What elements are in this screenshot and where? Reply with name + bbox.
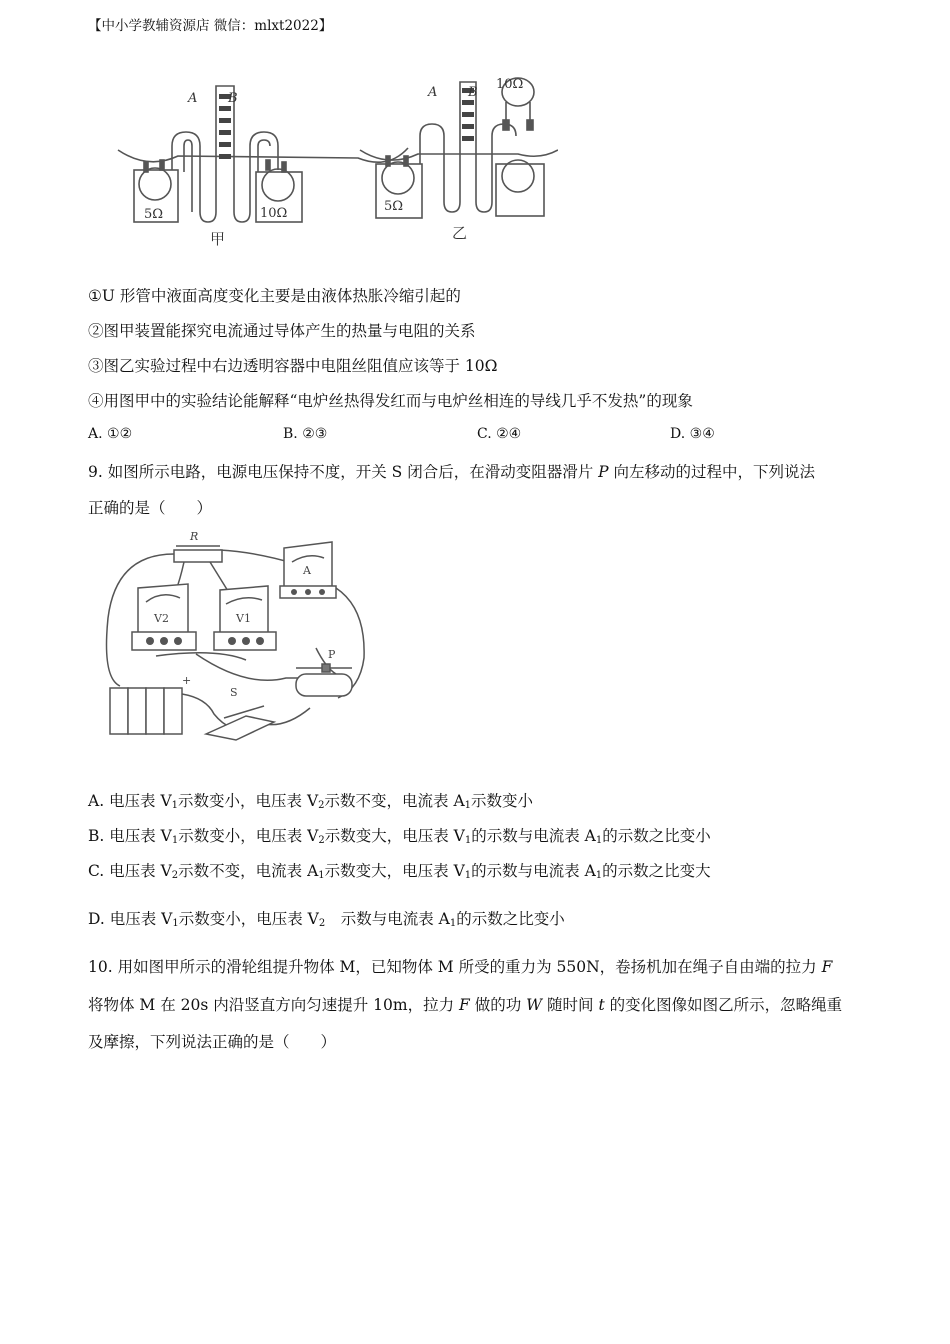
statement-1: ①U 形管中液面高度变化主要是由液体热胀冷缩引起的 bbox=[88, 287, 461, 305]
q8-option-b[interactable] bbox=[283, 426, 327, 442]
statement-4: ④用图甲中的实验结论能解释“电炉丝热得发红而与电炉丝相连的导线几乎不发热”的现象 bbox=[88, 392, 693, 410]
circuit-label-s: S bbox=[230, 686, 238, 699]
q9-circuit-figure bbox=[96, 528, 386, 746]
statement-2: ②图甲装置能探究电流通过导体产生的热量与电阻的关系 bbox=[88, 322, 476, 340]
yi-caption: 乙 bbox=[452, 224, 468, 242]
jia-label-b: B bbox=[228, 91, 238, 106]
circuit-label-v2: V2 bbox=[154, 612, 169, 625]
circuit-label-a: A bbox=[303, 564, 311, 577]
q9-option-a[interactable]: A. 电压表 $V_1$示数变小，电压表 $V_2$示数不变，电流表 $A_1$示数变小 bbox=[88, 792, 534, 811]
q8-figure bbox=[88, 72, 558, 250]
q8-option-a-text: ①② bbox=[107, 426, 133, 442]
q8-option-b-text: ②③ bbox=[302, 426, 328, 442]
q10-stem-line3: 及摩擦，下列说法正确的是（ ） bbox=[88, 1033, 337, 1051]
yi-label-a: A bbox=[428, 85, 438, 100]
circuit-label-plus: + bbox=[182, 674, 192, 687]
circuit-label-v1: V1 bbox=[236, 612, 251, 625]
yi-top-resistor-label: 10Ω bbox=[496, 77, 524, 92]
q9-option-b[interactable]: B. 电压表 $V_1$示数变小，电压表 $V_2$示数变大，电压表 $V_1$的示数与电流表 $A_1$的示数之比变小 bbox=[88, 827, 711, 846]
q9-option-d[interactable]: D. 电压表 $V_1$示数变小，电压表 $V_2$ 示数与电流表 $A_1$的示数之比变小 bbox=[88, 910, 565, 929]
q10-stem-line2: 将物体 M 在 20s 内沿竖直方向匀速提升 10m，拉力 F 做的功 W 随时间 t 的变化图像如图乙所示，忽略绳重 bbox=[88, 996, 843, 1014]
yi-label-b: B bbox=[468, 85, 478, 100]
circuit-label-r: R bbox=[190, 530, 199, 543]
figure-yi bbox=[360, 78, 558, 218]
yi-left-resistor-label: 5Ω bbox=[384, 199, 404, 214]
jia-caption: 甲 bbox=[210, 230, 226, 248]
figure-jia bbox=[118, 86, 408, 222]
q9-stem-line1: 9. 如图所示电路，电源电压保持不度，开关 S 闭合后，在滑动变阻器滑片 P 向左移动的过程中，下列说法 bbox=[88, 463, 815, 481]
q8-option-c-letter: C. bbox=[477, 426, 492, 442]
q8-option-c[interactable] bbox=[477, 426, 521, 442]
q9-option-c[interactable]: C. 电压表 $V_2$示数不变，电流表 $A_1$示数变大，电压表 $V_1$的示数与电流表 $A_1$的示数之比变大 bbox=[88, 862, 711, 881]
q8-option-d-letter: D. bbox=[670, 426, 686, 442]
var-f: F bbox=[821, 958, 833, 976]
q8-option-c-text: ②④ bbox=[496, 426, 522, 442]
q8-option-a[interactable] bbox=[88, 426, 132, 442]
q8-option-d[interactable] bbox=[670, 426, 715, 442]
jia-label-a: A bbox=[188, 91, 198, 106]
page-header: 【中小学教辅资源店 微信：mlxt2022】 bbox=[88, 18, 333, 34]
circuit-label-p: P bbox=[328, 648, 336, 661]
jia-left-resistor-label: 5Ω bbox=[144, 207, 164, 222]
q10-stem-line1: 10. 用如图甲所示的滑轮组提升物体 M，已知物体 M 所受的重力为 550N，卷扬机加在绳子自由端的拉力 F bbox=[88, 958, 833, 976]
statement-3: ③图乙实验过程中右边透明容器中电阻丝阻值应该等于 10Ω bbox=[88, 357, 498, 375]
q8-option-a-letter: A. bbox=[88, 426, 103, 442]
var-p: P bbox=[598, 463, 609, 481]
q8-option-b-letter: B. bbox=[283, 426, 298, 442]
jia-right-resistor-label: 10Ω bbox=[260, 206, 288, 221]
q9-stem-line2: 正确的是（ ） bbox=[88, 499, 213, 517]
q8-option-d-text: ③④ bbox=[689, 426, 715, 442]
